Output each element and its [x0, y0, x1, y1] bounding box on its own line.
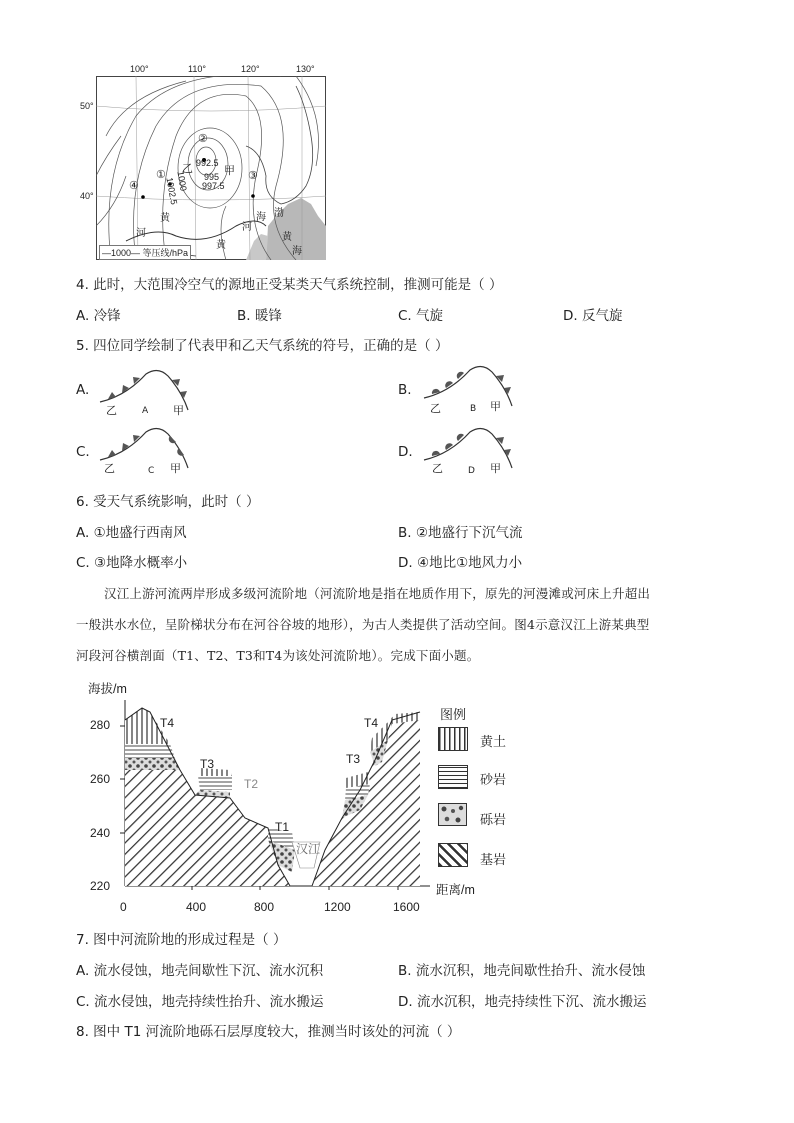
q7-option-a[interactable]: A. 流水侵蚀，地壳间歇性下沉、流水沉积 — [76, 963, 324, 979]
q4-option-a[interactable]: A. 冷锋 — [76, 308, 121, 324]
x-tick: 1200 — [324, 900, 351, 914]
system-jia-label: 甲 — [224, 165, 235, 177]
q5-option-a[interactable]: A. — [76, 382, 90, 398]
place-label: 海 — [256, 212, 266, 223]
q6-option-a[interactable]: A. ①地盛行西南风 — [76, 525, 187, 541]
lon-tick: 130° — [296, 64, 315, 74]
x-tick: 0 — [120, 900, 127, 914]
legend-label-conglomerate: 砾岩 — [480, 813, 507, 828]
isobar-label: 1000 — [175, 170, 189, 192]
q5-option-d[interactable]: D. — [398, 444, 413, 460]
q4-option-d[interactable]: D. 反气旋 — [563, 308, 623, 324]
q5-c-jia: 甲 — [170, 462, 181, 475]
q5-d-letter: D — [468, 466, 475, 476]
q5-b-letter: B — [470, 404, 477, 414]
isobar-label: 992.5 — [196, 158, 219, 168]
point-2-label: ② — [198, 133, 208, 145]
question-6: 6. 受天气系统影响，此时（ ） — [76, 494, 260, 510]
x-tick: 1600 — [393, 900, 420, 914]
river-label: 汉江 — [296, 842, 321, 856]
y-tick: 260 — [90, 772, 111, 786]
question-8: 8. 图中 T1 河流阶地砾石层厚度较大，推测当时该处的河流（ ） — [76, 1024, 461, 1040]
isobar-label: 997.5 — [202, 181, 225, 191]
q5-d-yi: 乙 — [432, 462, 443, 475]
q6-option-c[interactable]: C. ③地降水概率小 — [76, 555, 188, 571]
x-axis-title: 距离/m — [436, 883, 475, 897]
q5-b-jia: 甲 — [490, 400, 501, 413]
q5-option-c[interactable]: C. — [76, 444, 90, 460]
place-label: 黄 — [216, 240, 226, 251]
q6-option-b[interactable]: B. ②地盛行下沉气流 — [398, 525, 523, 541]
y-tick: 280 — [90, 718, 111, 732]
place-label: 渤 — [274, 208, 284, 219]
place-label: 河 — [242, 222, 252, 233]
lon-tick: 120° — [241, 64, 260, 74]
reading-passage — [76, 578, 716, 671]
weather-map — [80, 64, 328, 262]
q5-c-letter: C — [148, 466, 155, 476]
lon-tick: 100° — [130, 64, 149, 74]
legend-swatch-sandstone — [438, 765, 468, 789]
map-legend: —1000— 等压线/hPa — [99, 245, 191, 260]
place-label: 黄 — [282, 232, 292, 243]
y-tick: 220 — [90, 879, 111, 893]
q4-option-b[interactable]: B. 暖锋 — [237, 308, 282, 324]
legend-swatch-loess — [438, 727, 468, 751]
q5-a-yi: 乙 — [106, 404, 117, 417]
terrace-label: T1 — [275, 820, 290, 834]
system-yi-label: 乙 — [182, 163, 193, 175]
terrace-label: T3 — [200, 757, 215, 771]
question-5: 5. 四位同学绘制了代表甲和乙天气系统的符号，正确的是（ ） — [76, 338, 449, 354]
legend-label-sandstone: 砂岩 — [480, 773, 507, 788]
terrace-label: T3 — [346, 752, 361, 766]
q5-a-jia: 甲 — [173, 404, 184, 417]
q4-option-c[interactable]: C. 气旋 — [398, 308, 444, 324]
q6-option-d[interactable]: D. ④地比①地风力小 — [398, 555, 523, 571]
question-7: 7. 图中河流阶地的形成过程是（ ） — [76, 932, 287, 948]
y-axis-title: 海拔/m — [88, 682, 127, 696]
q7-option-b[interactable]: B. 流水沉积，地壳间歇性抬升、流水侵蚀 — [398, 963, 646, 979]
place-label: 海 — [292, 246, 302, 257]
legend-label-bedrock: 基岩 — [480, 853, 507, 868]
legend-swatch-bedrock — [438, 843, 468, 867]
x-tick: 400 — [186, 900, 207, 914]
q5-c-yi: 乙 — [104, 462, 115, 475]
q5-a-letter: A — [142, 406, 149, 416]
passage-line: 一般洪水水位，呈阶梯状分布在河谷谷坡的地形），为古人类提供了活动空间。图4示意汉江上游某典型 — [76, 617, 650, 632]
lon-tick: 110° — [188, 64, 206, 74]
legend-title: 图例 — [440, 708, 467, 723]
place-label: 河 — [136, 228, 146, 239]
isobar-label: 995 — [204, 172, 220, 182]
point-1-label: ① — [156, 169, 166, 181]
q5-d-jia: 甲 — [490, 462, 501, 475]
legend-label-loess: 黄土 — [480, 735, 507, 750]
y-tick: 240 — [90, 826, 111, 840]
terrace-label: T4 — [364, 716, 379, 730]
q7-option-d[interactable]: D. 流水沉积，地壳持续性下沉、流水搬运 — [398, 994, 647, 1010]
q5-option-b[interactable]: B. — [398, 382, 412, 398]
lat-tick: 50° — [80, 101, 94, 111]
passage-line: 河段河谷横剖面（T1、T2、T3和T4为该处河流阶地）。完成下面小题。 — [76, 648, 480, 663]
passage-line: 汉江上游河流两岸形成多级河流阶地（河流阶地是指在地质作用下，原先的河漫滩或河床上升超出 — [104, 586, 651, 601]
terrace-label: T2 — [244, 777, 259, 791]
place-label: 黄 — [160, 213, 170, 224]
isobar-label: 1002.5 — [164, 176, 180, 206]
q5-b-yi: 乙 — [430, 402, 441, 415]
lat-tick: 40° — [80, 191, 94, 201]
x-tick: 800 — [254, 900, 275, 914]
question-4: 4. 此时，大范围冷空气的源地正受某类天气系统控制，推测可能是（ ） — [76, 277, 503, 293]
point-3-label: ③ — [248, 170, 258, 182]
legend-swatch-conglomerate — [438, 803, 468, 827]
terrace-label: T4 — [160, 716, 175, 730]
point-4-label: ④ — [129, 180, 139, 192]
q7-option-c[interactable]: C. 流水侵蚀，地壳持续性抬升、流水搬运 — [76, 994, 324, 1010]
